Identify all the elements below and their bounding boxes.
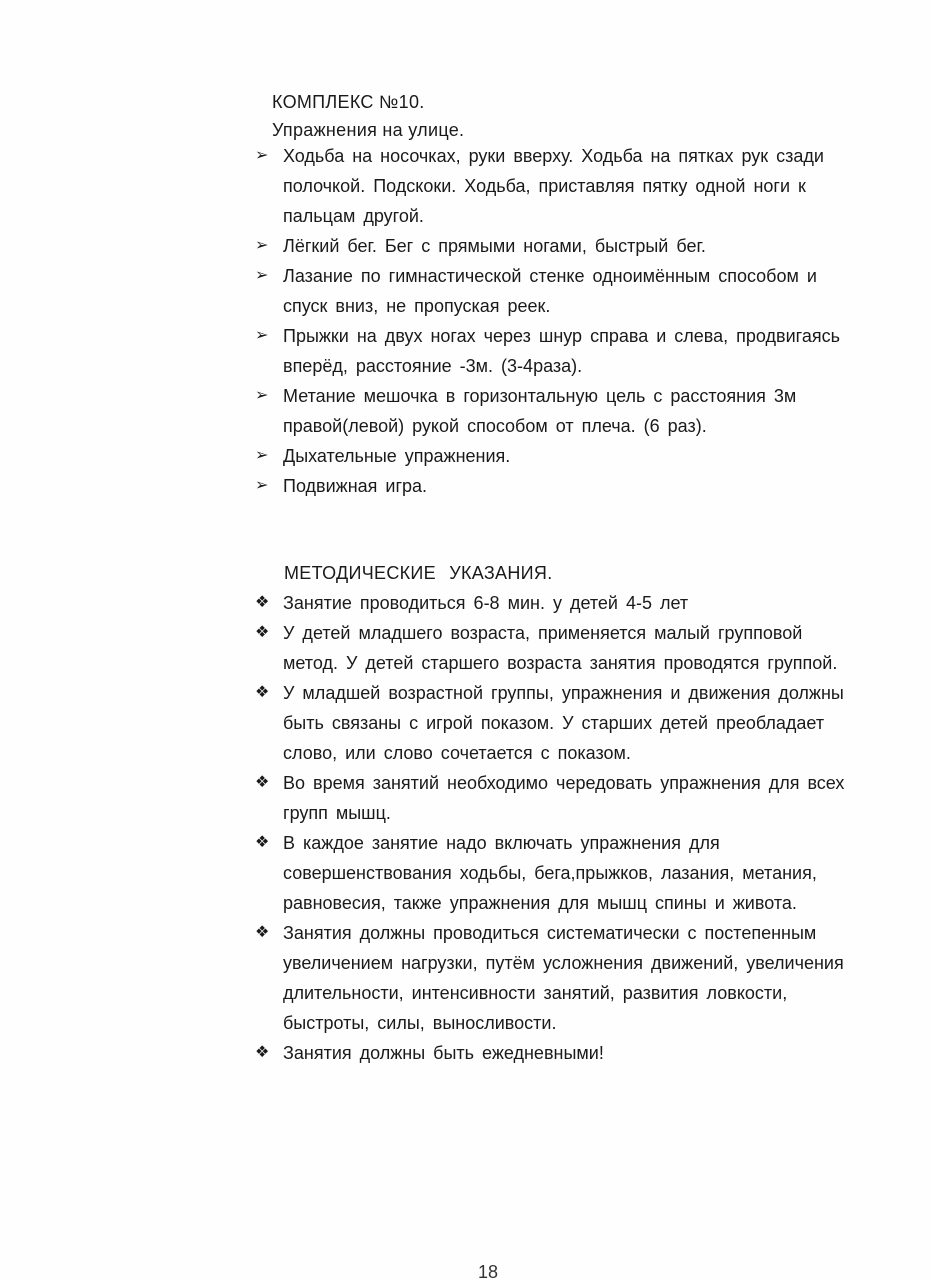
guideline-item: [255, 828, 855, 918]
exercise-text: Лазание по гимнастической стенке одноимённым способом и спуск вниз, не пропуская реек.: [283, 266, 817, 316]
guideline-text: Занятия должны проводиться систематически с постепенным увеличением нагрузки, путём усложнения движений, увеличения длительности, интенсивности занятий, развития ловкости, быстроты, силы, выносливости.: [283, 923, 844, 1033]
arrow-bullet-icon: ➢: [255, 147, 269, 164]
guideline-item: [255, 768, 855, 828]
guidelines-title: МЕТОДИЧЕСКИЕ УКАЗАНИЯ.: [284, 563, 553, 583]
arrow-bullet-icon: ➢: [255, 387, 269, 404]
exercise-text: Ходьба на носочках, руки вверху. Ходьба на пятках рук сзади полочкой. Подскоки. Ходьба, приставляя пятку одной ноги к пальцам другой.: [283, 146, 824, 226]
guideline-text: У младшей возрастной группы, упражнения и движения должны быть связаны с игрой показом. У старших детей преобладает слово, или слово сочетается с показом.: [283, 683, 844, 763]
exercise-text: Дыхательные упражнения.: [283, 446, 511, 466]
arrow-bullet-icon: ➢: [255, 237, 269, 254]
arrow-bullet-icon: ➢: [255, 477, 269, 494]
exercise-text: Прыжки на двух ногах через шнур справа и слева, продвигаясь вперёд, расстояние -3м. (3-4раза).: [283, 326, 840, 376]
guideline-text: Во время занятий необходимо чередовать упражнения для всех групп мышц.: [283, 773, 845, 823]
complex-subtitle: Упражнения на улице.: [272, 120, 465, 140]
diamond-bullet-icon: ❖: [255, 624, 270, 641]
guideline-text: Занятия должны быть ежедневными!: [283, 1043, 604, 1063]
arrow-bullet-icon: ➢: [255, 327, 269, 344]
diamond-bullet-icon: ❖: [255, 594, 270, 611]
diamond-bullet-icon: ❖: [255, 1044, 270, 1061]
diamond-bullet-icon: ❖: [255, 924, 270, 941]
exercise-text: Подвижная игра.: [283, 476, 428, 496]
exercise-text: Метание мешочка в горизонтальную цель с расстояния 3м правой(левой) рукой способом от плеча. (6 раз).: [283, 386, 797, 436]
exercise-item: [255, 141, 855, 231]
exercise-item: [255, 231, 855, 261]
guideline-item: [255, 588, 855, 618]
arrow-bullet-icon: ➢: [255, 267, 269, 284]
exercise-text: Лёгкий бег. Бег с прямыми ногами, быстрый бег.: [283, 236, 706, 256]
diamond-bullet-icon: ❖: [255, 774, 270, 791]
exercise-item: [255, 261, 855, 321]
exercise-item: [255, 381, 855, 441]
guideline-text: В каждое занятие надо включать упражнения для совершенствования ходьбы, бега,прыжков, лазания, метания, равновесия, также упражнения для мышц спины и живота.: [283, 833, 817, 913]
exercise-item: [255, 471, 855, 501]
diamond-bullet-icon: ❖: [255, 834, 270, 851]
guideline-item: [255, 918, 855, 1038]
guideline-text: Занятие проводиться 6-8 мин. у детей 4-5 лет: [283, 593, 689, 613]
guidelines-list: [255, 588, 855, 1068]
guideline-item: [255, 678, 855, 768]
guideline-item: [255, 618, 855, 678]
guideline-text: У детей младшего возраста, применяется малый групповой метод. У детей старшего возраста занятия проводятся группой.: [283, 623, 838, 673]
exercise-item: [255, 321, 855, 381]
page-number: 18: [478, 1262, 499, 1282]
diamond-bullet-icon: ❖: [255, 684, 270, 701]
complex-title: КОМПЛЕКС №10.: [272, 92, 425, 112]
exercise-item: [255, 441, 855, 471]
guideline-item: [255, 1038, 855, 1068]
exercise-list: [255, 141, 855, 501]
arrow-bullet-icon: ➢: [255, 447, 269, 464]
